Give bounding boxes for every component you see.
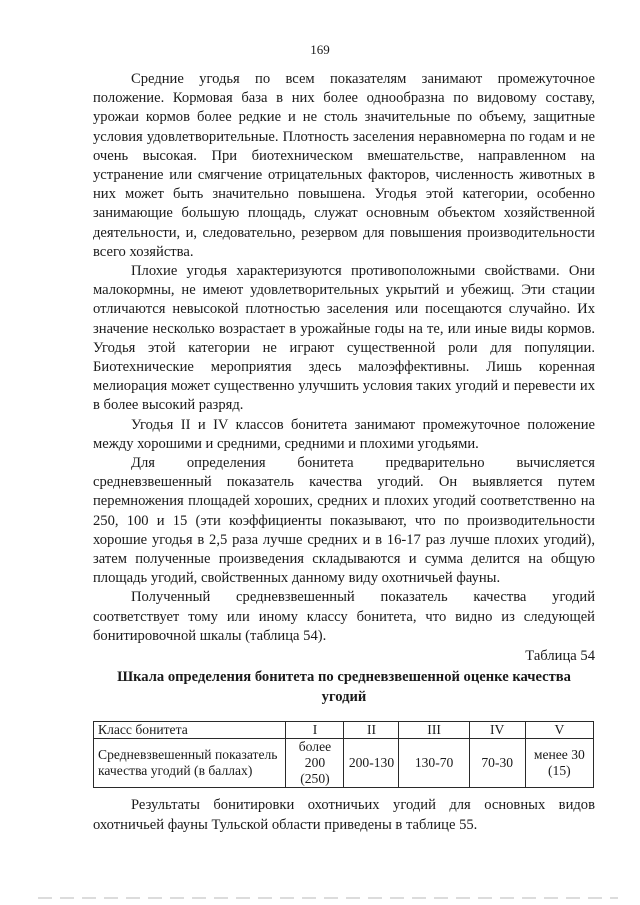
table-row-label: Средневзвешенный показатель качества угодий (в баллах) [94,739,286,788]
paragraph-scale-intro: Полученный средневзвешенный показатель качества угодий соответствует тому или иному классу бонитета, что видно из следующей бонитировочной шкалы (таблица 54). [93,589,595,644]
table-header-cell: II [344,722,399,739]
table-cell: 130-70 [399,739,469,788]
paragraph-intermediate-classes: Угодья II и IV классов бонитета занимают промежуточное положение между хорошими и средними, средними и плохими угодьями. [93,416,595,452]
bonitet-scale-table [93,721,594,788]
table-cell: 200-130 [344,739,399,788]
table-cell: более 200 (250) [286,739,344,788]
page-number: 169 [310,42,330,57]
table-header-cell: V [525,722,593,739]
paragraph-bonitet-method: Для определения бонитета предварительно вычисляется средневзвешенный показатель качества угодий. Он выявляется путем перемножения площадей хороших, средних и плохих угодий соответственно на 250, 100 и 15 (эти коэффициенты показывают, что по производительности хорошие угодья в 2,5 раза лучше средних и в 16-17 раз лучше плохих угодий), затем полученные произведения складываются и сумма делится на общую площадь угодий, свойственных данному виду охотничьей фауны. [93,455,595,587]
scan-artifact-line [38,897,618,899]
paragraph-average-lands: Средние угодья по всем показателям занимают промежуточное положение. Кормовая база в них более однообразна по видовому составу, урожаи кормов более редкие и не столь значительные по объему, защитные условия удовлетворительные. Плотность заселения неравномерна по годам и не очень высокая. При биотехническом вмешательстве, направленном на устранение или смягчение отрицательных факторов, численность животных в них может быть значительно повышена. Угодья этой категории, особенно занимающие большую площадь, служат основным объектом хозяйственной деятельности, и, следовательно, резервом для повышения производительности всего хозяйства. [93,71,595,260]
paragraph-results-reference: Результаты бонитировки охотничьих угодий для основных видов охотничьей фауны Тульской области приведены в таблице 55. [93,797,595,833]
table-cell: 70-30 [469,739,525,788]
table-header-cell: I [286,722,344,739]
table-label: Таблица 54 [525,648,595,665]
table-title: Шкала определения бонитета по средневзвешенной оценке качества угодий [117,669,571,705]
table-cell: менее 30 (15) [525,739,593,788]
table-row [94,739,594,788]
body-text [93,70,595,835]
table-header-cell: IV [469,722,525,739]
table-header-row [94,722,594,739]
table-header-cell: III [399,722,469,739]
table-header-cell: Класс бонитета [94,722,286,739]
paragraph-poor-lands: Плохие угодья характеризуются противоположными свойствами. Они малокормны, не имеют удовлетворительных укрытий и убежищ. Эти стации отличаются невысокой плотностью заселения или посещаются случайно. Их значение несколько возрастает в урожайные годы на те, или иные виды кормов. Угодья этой категории не играют существенной роли для популяции. Биотехнические мероприятия здесь малоэффективны. Лишь коренная мелиорация может существенно улучшить условия таких угодий и перевести их в более высокий разряд. [93,263,595,414]
